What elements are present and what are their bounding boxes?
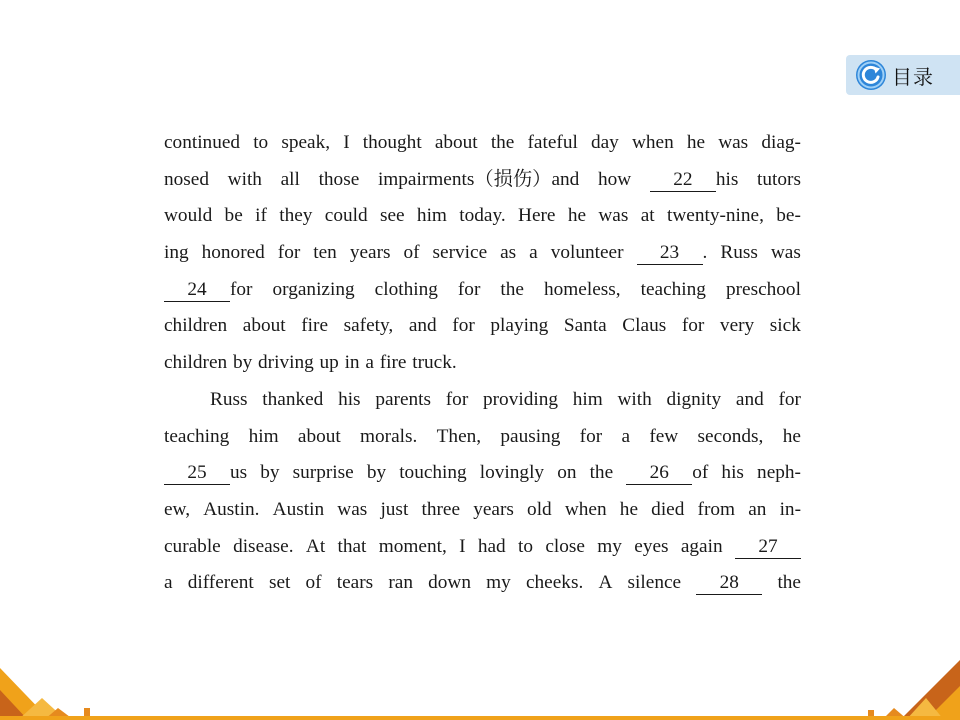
word: honored [201, 242, 265, 264]
word: 23 . [637, 235, 708, 272]
passage-line [164, 345, 801, 382]
word: the [777, 572, 801, 594]
word: surprise [292, 462, 354, 484]
word: driving [258, 352, 314, 374]
word: continued [164, 132, 241, 153]
word: parents [375, 388, 432, 410]
word: I [459, 535, 466, 557]
word: all [280, 168, 300, 190]
passage-line [164, 529, 801, 566]
word: tutors [757, 168, 801, 190]
word: an [748, 498, 767, 520]
word: today. [459, 205, 506, 227]
word [735, 529, 801, 566]
word: diag- [761, 132, 801, 153]
word: would [164, 205, 213, 227]
word: for [457, 278, 481, 300]
bottom-accent-rule [0, 716, 960, 720]
word: a [164, 572, 173, 594]
word: fire [379, 352, 407, 374]
word: preschool [725, 278, 801, 300]
word: on [557, 462, 577, 484]
passage-line [164, 198, 801, 235]
word: ran [388, 572, 413, 594]
word: my [486, 572, 511, 594]
word: service [432, 242, 488, 264]
word: a [365, 352, 374, 374]
word: be- [776, 205, 801, 227]
word: his [338, 388, 361, 410]
word: different [187, 572, 254, 594]
word: fire [301, 315, 329, 337]
word: pausing [500, 425, 561, 447]
word: 24 for [164, 272, 252, 309]
passage-line [164, 308, 801, 345]
word [696, 565, 762, 602]
word: down [428, 572, 471, 594]
word: the [490, 132, 515, 153]
passage-line [164, 125, 801, 162]
word: he [782, 425, 801, 447]
word: he [567, 205, 587, 227]
word: truck. [412, 352, 457, 374]
word: just [380, 498, 409, 520]
passage-line [164, 272, 801, 309]
word: for [579, 425, 603, 447]
answer-blank: 25 [164, 462, 230, 485]
word: for [277, 242, 301, 264]
word: homeless, [544, 278, 621, 300]
word: seconds, [697, 425, 764, 447]
passage-line [164, 455, 801, 492]
word: up [319, 352, 339, 374]
passage-line [164, 492, 801, 529]
word: eyes [634, 535, 669, 557]
word: cheeks. [525, 572, 584, 594]
word: twenty-nine, [666, 205, 764, 227]
word: impairments（损伤）and [377, 168, 580, 190]
word: in- [779, 498, 801, 520]
word: children [164, 315, 228, 337]
word: and [408, 315, 437, 337]
word: clothing [374, 278, 438, 300]
word: curable [164, 535, 221, 557]
word: Claus [622, 315, 667, 337]
word: at [640, 205, 655, 227]
answer-blank: 24 [164, 279, 230, 302]
word: 25 us [164, 455, 247, 492]
word: ing [164, 242, 189, 264]
word: Russ [210, 388, 248, 410]
answer-blank: 28 [696, 572, 762, 595]
word: three [421, 498, 461, 520]
word: if [255, 205, 267, 227]
word: very [719, 315, 755, 337]
word: he [619, 498, 638, 520]
word: silence [627, 572, 682, 594]
word: could [324, 205, 368, 227]
word: Santa [563, 315, 607, 337]
word: how [597, 168, 632, 190]
word: about [434, 132, 478, 153]
word: morals. [360, 425, 418, 447]
word: teaching [640, 278, 706, 300]
word: providing [483, 388, 558, 410]
passage-line [164, 235, 801, 272]
word: as [500, 242, 517, 264]
word: was [770, 242, 801, 264]
word: tears [336, 572, 374, 594]
toc-label: 目录 [892, 64, 934, 89]
word: to [518, 535, 534, 557]
word: ew, [164, 498, 191, 520]
word: years [349, 242, 391, 264]
word: the [589, 462, 614, 484]
word: lovingly [479, 462, 545, 484]
word: volunteer [550, 242, 624, 264]
refresh-circle-icon [855, 59, 887, 91]
word: in [344, 352, 360, 374]
word: was [337, 498, 368, 520]
word: neph- [757, 462, 801, 484]
word: those [318, 168, 360, 190]
word: thought [362, 132, 422, 153]
word: see [379, 205, 405, 227]
word: with [617, 388, 652, 410]
word: him [248, 425, 279, 447]
word: when [631, 132, 674, 153]
answer-blank: 27 [735, 536, 801, 559]
word: he [686, 132, 706, 153]
word: Russ [720, 242, 758, 264]
word: him [572, 388, 603, 410]
table-of-contents-button[interactable] [846, 55, 960, 95]
word: was [718, 132, 749, 153]
passage-line [164, 162, 801, 199]
word: they [279, 205, 313, 227]
word: children [164, 352, 228, 374]
corner-decoration-right [860, 660, 960, 720]
word: organizing [272, 278, 355, 300]
word: speak, [281, 132, 331, 153]
word: ten [313, 242, 337, 264]
word: Then, [436, 425, 482, 447]
answer-blank: 22 [650, 169, 716, 192]
word: when [564, 498, 607, 520]
word: 26 of [626, 455, 708, 492]
word: him [416, 205, 447, 227]
word: for [445, 388, 469, 410]
word: old [527, 498, 552, 520]
word: from [697, 498, 736, 520]
word: teaching [164, 425, 230, 447]
word: Austin [272, 498, 325, 520]
word: about [242, 315, 286, 337]
word: a [529, 242, 538, 264]
word: Austin. [203, 498, 260, 520]
word: 22 his [650, 162, 739, 199]
word: Here [518, 205, 556, 227]
word: to [253, 132, 269, 153]
word: of [305, 572, 322, 594]
word: close [545, 535, 585, 557]
word: that [337, 535, 367, 557]
word: A [598, 572, 613, 594]
word: by [260, 462, 280, 484]
word: for [452, 315, 475, 337]
word: moment, [378, 535, 447, 557]
word: for [681, 315, 705, 337]
word: thanked [262, 388, 324, 410]
word: safety, [343, 315, 394, 337]
answer-blank: 23 [637, 242, 703, 265]
word: for [778, 388, 801, 410]
word: died [651, 498, 685, 520]
word: few [649, 425, 679, 447]
word: by [232, 352, 253, 374]
word: fateful [527, 132, 578, 153]
word: nosed [164, 168, 209, 190]
word: At [305, 535, 326, 557]
cloze-passage [164, 125, 801, 602]
word: by [366, 462, 387, 484]
word: disease. [233, 535, 294, 557]
word: about [297, 425, 341, 447]
word: set [268, 572, 291, 594]
word: with [227, 168, 262, 190]
word: dignity [666, 388, 722, 410]
word: the [500, 278, 524, 300]
passage-line [164, 382, 801, 419]
word: I [343, 132, 350, 153]
word: touching [399, 462, 467, 484]
answer-blank: 26 [626, 462, 692, 485]
word: day [590, 132, 619, 153]
word: sick [769, 315, 801, 337]
corner-decoration-left [0, 660, 100, 720]
passage-line [164, 419, 801, 456]
word: a [621, 425, 631, 447]
passage-line [164, 565, 801, 602]
word: had [477, 535, 506, 557]
word: years [473, 498, 514, 520]
word: my [597, 535, 622, 557]
word: playing [490, 315, 549, 337]
word: of [403, 242, 420, 264]
word: his [721, 462, 744, 484]
word: again [680, 535, 723, 557]
word: was [598, 205, 629, 227]
word: and [735, 388, 764, 410]
word: be [224, 205, 243, 227]
